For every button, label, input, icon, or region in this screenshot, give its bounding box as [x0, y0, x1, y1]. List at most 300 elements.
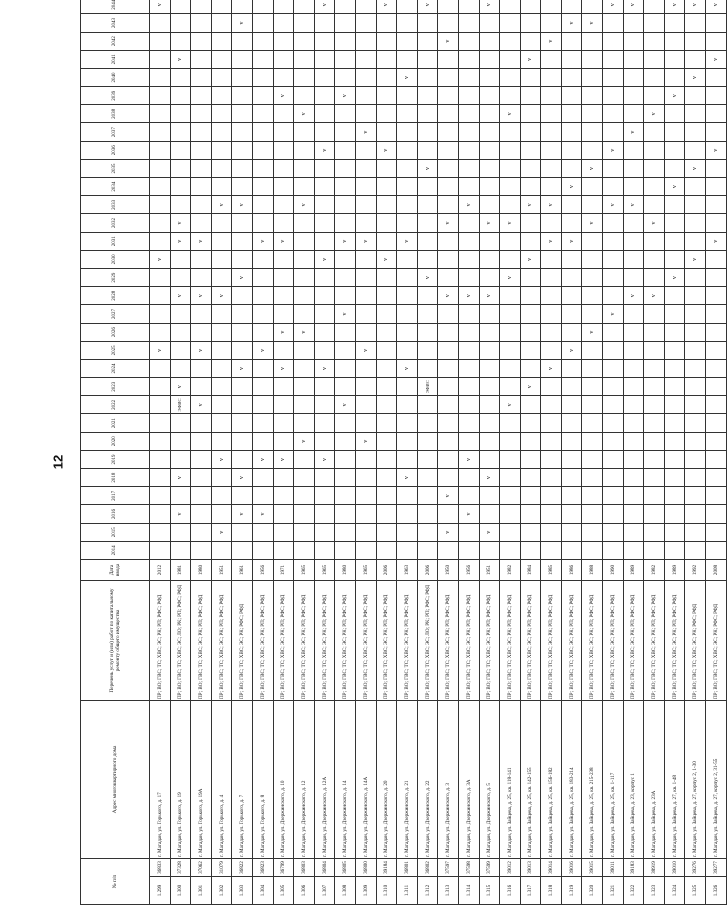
repair-services: ПР; ВО; ГВС; ТС; ХВС; ЭС; РК; РП; РФС; РФД [355, 581, 376, 701]
year-mark: v [500, 214, 521, 232]
year-cell [541, 250, 562, 268]
year-cell [438, 359, 459, 377]
year-cell [355, 196, 376, 214]
year-cell [252, 396, 273, 414]
commission-year: 1981 [170, 560, 191, 581]
year-cell [397, 341, 418, 359]
year-cell [520, 14, 541, 32]
year-cell [417, 50, 438, 68]
year-cell [644, 50, 665, 68]
year-cell [500, 141, 521, 159]
year-cell [706, 469, 727, 487]
year-cell [623, 414, 644, 432]
year-cell [644, 178, 665, 196]
house-code: 36823 [252, 859, 273, 877]
house-code: 39183 [623, 859, 644, 877]
year-mark: v [211, 196, 232, 214]
year-cell [150, 123, 171, 141]
year-cell [561, 432, 582, 450]
row-number: 1.322 [623, 877, 644, 905]
year-cell [520, 87, 541, 105]
year-cell [211, 396, 232, 414]
year-cell [623, 32, 644, 50]
year-cell [479, 305, 500, 323]
year-mark: v [500, 269, 521, 287]
year-cell [252, 250, 273, 268]
year-cell [335, 105, 356, 123]
year-cell [232, 68, 253, 86]
year-mark: v [479, 287, 500, 305]
year-cell [150, 432, 171, 450]
year-cell [417, 287, 438, 305]
year-cell [355, 159, 376, 177]
year-cell [438, 305, 459, 323]
year-cell [232, 487, 253, 505]
year-cell [417, 178, 438, 196]
year-cell [211, 159, 232, 177]
year-cell [397, 196, 418, 214]
year-cell [706, 414, 727, 432]
year-cell [458, 432, 479, 450]
year-cell [706, 523, 727, 541]
year-cell [685, 396, 706, 414]
year-mark: v [664, 0, 685, 14]
year-cell [561, 378, 582, 396]
year-cell [644, 232, 665, 250]
year-cell [232, 159, 253, 177]
year-cell [685, 178, 706, 196]
year-cell [561, 414, 582, 432]
header-year: 2031 [81, 232, 150, 250]
year-cell [397, 87, 418, 105]
header-year: 2028 [81, 287, 150, 305]
year-cell [335, 50, 356, 68]
year-cell [706, 14, 727, 32]
year-cell [582, 487, 603, 505]
year-cell [170, 159, 191, 177]
year-cell [685, 214, 706, 232]
house-code: 37328 [170, 859, 191, 877]
year-cell [314, 487, 335, 505]
header-year: 2029 [81, 269, 150, 287]
year-cell [603, 87, 624, 105]
year-cell [644, 305, 665, 323]
commission-year: 2006 [376, 560, 397, 581]
year-cell [335, 323, 356, 341]
year-mark: v [541, 359, 562, 377]
year-cell [252, 178, 273, 196]
year-cell [582, 123, 603, 141]
row-number: 1.314 [458, 877, 479, 905]
year-cell [417, 141, 438, 159]
house-code: 36804 [314, 859, 335, 877]
year-mark: v [191, 341, 212, 359]
year-cell [314, 541, 335, 559]
year-cell [520, 0, 541, 14]
year-mark: v [314, 141, 335, 159]
year-cell [685, 341, 706, 359]
year-cell [561, 159, 582, 177]
header-year: 2044 [81, 0, 150, 14]
year-cell [582, 141, 603, 159]
year-cell [417, 250, 438, 268]
header-year: 2017 [81, 487, 150, 505]
year-mark: v [438, 214, 459, 232]
year-cell [376, 87, 397, 105]
year-cell [294, 214, 315, 232]
year-cell [685, 432, 706, 450]
year-cell [376, 396, 397, 414]
year-cell [664, 432, 685, 450]
year-cell [211, 68, 232, 86]
commission-year: 1984 [520, 560, 541, 581]
year-cell [664, 359, 685, 377]
commission-year: 2006 [417, 560, 438, 581]
year-mark: v [376, 0, 397, 14]
year-cell [252, 196, 273, 214]
year-cell [561, 250, 582, 268]
year-cell [417, 450, 438, 468]
year-cell [150, 196, 171, 214]
year-cell [397, 323, 418, 341]
year-cell [417, 523, 438, 541]
year-cell [191, 50, 212, 68]
year-cell [211, 414, 232, 432]
year-cell [376, 287, 397, 305]
year-mark: v [294, 432, 315, 450]
year-cell [685, 359, 706, 377]
row-number: 1.318 [541, 877, 562, 905]
year-cell [644, 469, 665, 487]
header-year: 2025 [81, 341, 150, 359]
commission-year: 1985 [541, 560, 562, 581]
year-cell [417, 432, 438, 450]
year-cell [191, 87, 212, 105]
year-cell [603, 159, 624, 177]
house-address: г. Магадан, ул. Зайцева, д. 25, кв. 1-117 [603, 701, 624, 859]
header-year: 2018 [81, 469, 150, 487]
year-mark: v [541, 32, 562, 50]
year-cell [417, 196, 438, 214]
year-cell [417, 68, 438, 86]
year-cell [232, 214, 253, 232]
year-cell [252, 123, 273, 141]
year-cell [644, 159, 665, 177]
year-cell [603, 50, 624, 68]
year-mark: v [500, 396, 521, 414]
house-address: г. Магадан, ул. Дзержинского, д. 14А [355, 701, 376, 859]
repair-services: ПР; ВО; ГВС; ТС; ХВС; ЭС; РК; РП; РФС; РФД [376, 581, 397, 701]
year-cell [211, 250, 232, 268]
year-cell [582, 396, 603, 414]
house-code: 36802 [417, 859, 438, 877]
year-cell [170, 32, 191, 50]
year-cell [664, 414, 685, 432]
year-cell [603, 505, 624, 523]
year-cell [150, 378, 171, 396]
year-cell [294, 87, 315, 105]
year-mark: ЭФИС [417, 378, 438, 396]
year-cell [294, 32, 315, 50]
year-cell [376, 14, 397, 32]
year-cell [150, 469, 171, 487]
year-cell [417, 14, 438, 32]
year-cell [150, 68, 171, 86]
year-mark: v [150, 250, 171, 268]
year-cell [603, 359, 624, 377]
year-cell [541, 487, 562, 505]
year-cell [211, 32, 232, 50]
year-cell [191, 178, 212, 196]
year-mark: v [252, 341, 273, 359]
year-cell [706, 269, 727, 287]
year-cell [376, 505, 397, 523]
year-cell [541, 68, 562, 86]
year-cell [541, 123, 562, 141]
year-mark: v [232, 14, 253, 32]
year-cell [211, 378, 232, 396]
year-mark: v [582, 214, 603, 232]
commission-year: 1990 [603, 560, 624, 581]
year-cell [438, 159, 459, 177]
row-number: 1.302 [211, 877, 232, 905]
year-cell [273, 541, 294, 559]
year-mark: v [314, 250, 335, 268]
table-row [685, 0, 706, 905]
house-address: г. Магадан, ул. Дзержинского, д. 12А [314, 701, 335, 859]
year-cell [603, 323, 624, 341]
table-row [314, 0, 335, 905]
year-mark: v [582, 14, 603, 32]
year-cell [582, 0, 603, 14]
year-cell [438, 14, 459, 32]
year-cell [561, 396, 582, 414]
table-row [500, 0, 521, 905]
year-cell [273, 68, 294, 86]
year-cell [603, 450, 624, 468]
commission-year: 1986 [561, 560, 582, 581]
year-cell [191, 105, 212, 123]
year-cell [603, 378, 624, 396]
row-number: 1.307 [314, 877, 335, 905]
year-cell [685, 123, 706, 141]
year-mark: v [335, 396, 356, 414]
house-address: г. Магадан, ул. Зайцева, д. 23А [644, 701, 665, 859]
year-cell [561, 0, 582, 14]
year-cell [500, 523, 521, 541]
year-cell [500, 196, 521, 214]
house-code: 39014 [541, 859, 562, 877]
year-cell [355, 323, 376, 341]
house-code: 36803 [294, 859, 315, 877]
year-cell [150, 159, 171, 177]
year-cell [582, 32, 603, 50]
house-address: г. Магадан, ул. Горького, д. 4 [211, 701, 232, 859]
year-cell [623, 214, 644, 232]
year-mark: v [170, 469, 191, 487]
year-cell [479, 487, 500, 505]
house-code: 37598 [458, 859, 479, 877]
year-cell [150, 87, 171, 105]
year-cell [520, 305, 541, 323]
year-cell [335, 450, 356, 468]
year-cell [541, 178, 562, 196]
commission-year: 1951 [211, 560, 232, 581]
year-cell [458, 359, 479, 377]
year-cell [170, 68, 191, 86]
year-cell [211, 323, 232, 341]
year-cell [520, 487, 541, 505]
table-row [335, 0, 356, 905]
row-number: 1.306 [294, 877, 315, 905]
year-cell [294, 450, 315, 468]
year-mark: v [252, 232, 273, 250]
year-cell [397, 159, 418, 177]
year-cell [541, 378, 562, 396]
year-mark: v [458, 196, 479, 214]
year-cell [191, 505, 212, 523]
year-cell [150, 141, 171, 159]
year-cell [664, 196, 685, 214]
year-cell [273, 305, 294, 323]
year-cell [314, 105, 335, 123]
row-number: 1.312 [417, 877, 438, 905]
repair-services: ПР; ВО; ГВС; ТС; ХВС; ЭС; РК; РП; РФС; РФД [252, 581, 273, 701]
year-cell [417, 87, 438, 105]
year-cell [664, 541, 685, 559]
year-cell [355, 50, 376, 68]
house-address: г. Магадан, ул. Дзержинского, д. 10 [273, 701, 294, 859]
year-cell [706, 32, 727, 50]
year-mark: v [561, 178, 582, 196]
house-code: 38919 [644, 859, 665, 877]
year-cell [479, 269, 500, 287]
year-cell [294, 141, 315, 159]
year-mark: v [273, 232, 294, 250]
year-cell [623, 523, 644, 541]
year-mark: v [335, 305, 356, 323]
year-cell [500, 178, 521, 196]
repair-services: ПР; ВО; ГВС; ТС; ХВС; ЭС; РК; РП; РФС; РФД [520, 581, 541, 701]
year-cell [211, 487, 232, 505]
year-mark: v [541, 232, 562, 250]
year-cell [355, 68, 376, 86]
table-row [582, 0, 603, 905]
year-mark: v [561, 14, 582, 32]
year-cell [232, 32, 253, 50]
table-row [644, 0, 665, 905]
year-cell [561, 450, 582, 468]
table-row [623, 0, 644, 905]
year-mark: v [232, 469, 253, 487]
year-cell [541, 323, 562, 341]
year-mark: v [520, 196, 541, 214]
year-cell [294, 250, 315, 268]
year-mark: ЭФИС [170, 396, 191, 414]
year-cell [191, 0, 212, 14]
year-cell [458, 541, 479, 559]
year-cell [397, 523, 418, 541]
year-cell [150, 323, 171, 341]
year-cell [520, 396, 541, 414]
year-cell [150, 541, 171, 559]
year-cell [376, 487, 397, 505]
year-cell [355, 450, 376, 468]
year-cell [417, 396, 438, 414]
year-mark: v [520, 378, 541, 396]
schedule-table [80, 0, 727, 905]
year-cell [314, 305, 335, 323]
year-cell [314, 505, 335, 523]
year-cell [479, 123, 500, 141]
year-cell [458, 232, 479, 250]
year-cell [458, 105, 479, 123]
year-mark: v [314, 450, 335, 468]
year-cell [479, 105, 500, 123]
house-address: г. Магадан, ул. Горького, д. 19 [170, 701, 191, 859]
year-mark: v [438, 32, 459, 50]
year-cell [500, 250, 521, 268]
house-address: г. Магадан, ул. Дзержинского, д. 3А [458, 701, 479, 859]
year-cell [603, 232, 624, 250]
year-cell [314, 432, 335, 450]
year-cell [706, 87, 727, 105]
year-cell [294, 505, 315, 523]
header-commission-year: Дата ввода [81, 560, 150, 581]
table-row [376, 0, 397, 905]
table-row [355, 0, 376, 905]
year-cell [500, 487, 521, 505]
table-row [458, 0, 479, 905]
year-cell [706, 359, 727, 377]
year-cell [520, 232, 541, 250]
year-cell [314, 50, 335, 68]
year-cell [273, 32, 294, 50]
year-cell [211, 123, 232, 141]
year-cell [438, 341, 459, 359]
year-cell [376, 523, 397, 541]
year-cell [582, 50, 603, 68]
year-cell [355, 141, 376, 159]
header-year: 2043 [81, 14, 150, 32]
year-cell [623, 141, 644, 159]
year-cell [191, 32, 212, 50]
year-cell [170, 323, 191, 341]
year-cell [397, 0, 418, 14]
year-cell [397, 305, 418, 323]
year-cell [232, 396, 253, 414]
commission-year: 1980 [191, 560, 212, 581]
year-cell [479, 68, 500, 86]
year-cell [417, 414, 438, 432]
year-cell [664, 378, 685, 396]
year-cell [644, 505, 665, 523]
year-cell [520, 450, 541, 468]
year-cell [252, 32, 273, 50]
year-cell [541, 269, 562, 287]
year-cell [170, 0, 191, 14]
year-cell [603, 487, 624, 505]
year-cell [211, 214, 232, 232]
year-cell [458, 250, 479, 268]
year-cell [252, 414, 273, 432]
year-cell [623, 305, 644, 323]
year-cell [541, 541, 562, 559]
year-cell [376, 323, 397, 341]
year-cell [314, 32, 335, 50]
year-cell [355, 523, 376, 541]
year-cell [191, 450, 212, 468]
